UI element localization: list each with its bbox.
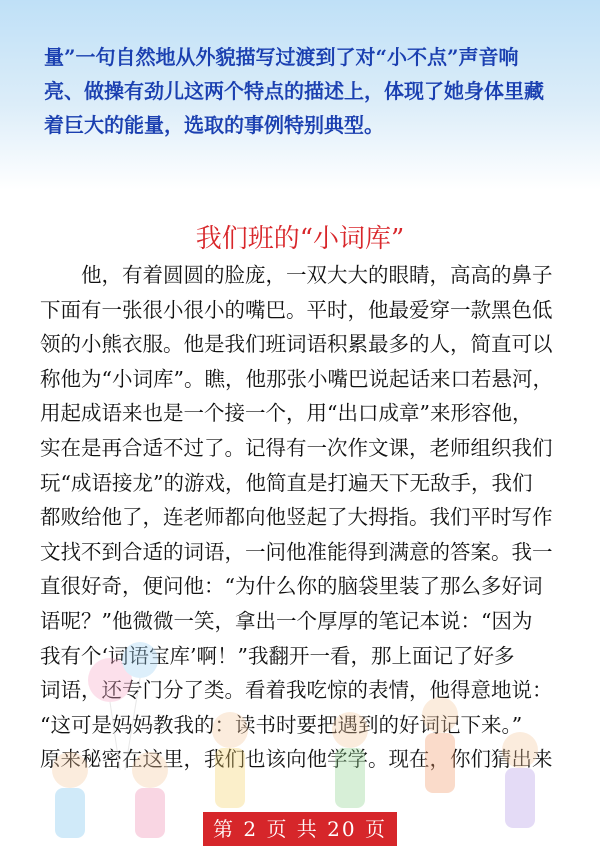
page-footer [0, 812, 600, 846]
essay-title: 我们班的“小词库” [195, 224, 405, 254]
essay-line: 实在是再合适不过了。记得有一次作文课，老师组织我们 [40, 435, 553, 460]
essay-line: 文找不到合适的词语，一问他准能得到满意的答案。我一 [40, 539, 553, 564]
essay-line: 直很好奇，便问他：“为什么你的脑袋里装了那么多好词 [40, 574, 543, 599]
essay-line: 下面有一张很小很小的嘴巴。平时，他最爱穿一款黑色低 [40, 297, 553, 322]
comment-line: 量”一句自然地从外貌描写过渡到了对“小不点”声音响 [44, 45, 519, 69]
essay-line: “这可是妈妈教我的：读书时要把遇到的好词记下来。” [40, 712, 523, 737]
essay-line: 用起成语来也是一个接一个，用“出口成章”来形容他， [40, 401, 533, 426]
essay-line: 语呢？”他微微一笑，拿出一个厚厚的笔记本说：“因为 [40, 608, 533, 633]
essay-line: 领的小熊衣服。他是我们班词语积累最多的人，简直可以 [40, 332, 553, 357]
essay-line: 他，有着圆圆的脸庞，一双大大的眼睛，高高的鼻子 [40, 263, 553, 287]
essay-line: 称他为“小词库”。瞧，他那张小嘴巴说起话来口若悬河， [40, 366, 553, 391]
essay-line: 原来秘密在这里，我们也该向他学学。现在，你们猜出来 [40, 747, 553, 772]
essay-line: 玩“成语接龙”的游戏，他简直是打遍天下无敌手，我们 [40, 470, 533, 495]
essay-line: 我有个‘词语宝库’啊！”我翻开一看，那上面记了好多 [40, 643, 515, 668]
comment-line: 着巨大的能量，选取的事例特别典型。 [44, 113, 384, 137]
comment-line: 亮、做操有劲儿这两个特点的描述上，体现了她身体里藏 [44, 79, 544, 103]
essay-line: 词语，还专门分了类。看着我吃惊的表情，他得意地说： [40, 678, 553, 703]
essay-line: 都败给他了，连老师都向他竖起了大拇指。我们平时写作 [40, 505, 553, 530]
page-number-label: 第 2 页 共 20 页 [203, 812, 397, 846]
review-comment [44, 40, 574, 142]
